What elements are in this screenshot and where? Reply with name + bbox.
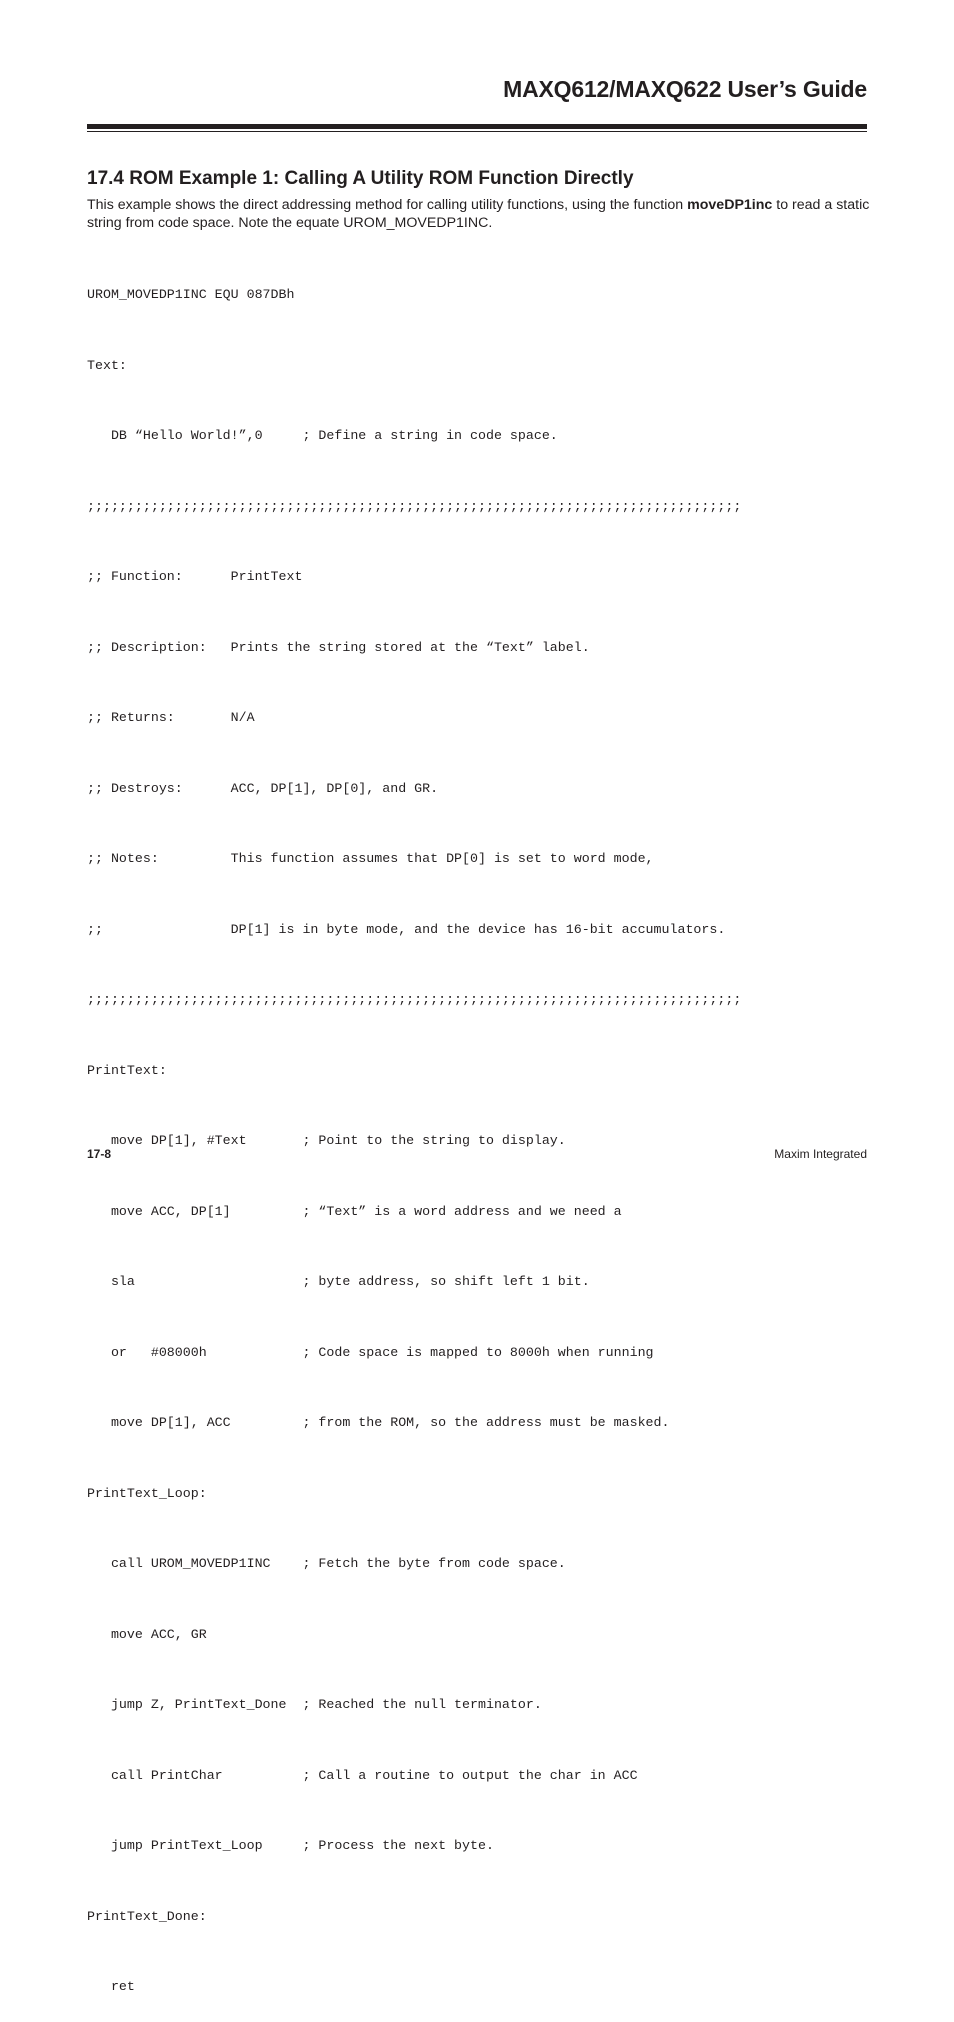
code-line: PrintText_Loop: — [87, 1485, 207, 1501]
code-line: call PrintChar ; Call a routine to output the char in ACC — [87, 1767, 638, 1783]
code-line: or #08000h ; Code space is mapped to 8000h when running — [87, 1344, 654, 1360]
code-line: ;;;;;;;;;;;;;;;;;;;;;;;;;;;;;;;;;;;;;;;;;;;;;;;;;;;;;;;;;;;;;;;;;;;;;;;;;;;;;;;;;; — [87, 498, 742, 514]
footer-page-number: 17-8 — [87, 1147, 112, 1161]
code-line: call UROM_MOVEDP1INC ; Fetch the byte from code space. — [87, 1556, 566, 1571]
section-heading: 17.4 ROM Example 1: Calling A Utility ROM Function Directly — [87, 168, 634, 189]
code-line: ret — [87, 1979, 135, 1994]
code-listing — [87, 236, 741, 2022]
intro-text-after: to read a static string from code space. Note the equate UROM_MOVEDP1INC. — [87, 197, 870, 231]
code-line: UROM_MOVEDP1INC EQU 087DBh — [87, 287, 295, 302]
document-title: MAXQ612/MAXQ622 User’s Guide — [503, 76, 867, 102]
intro-function-name: moveDP1inc — [687, 197, 773, 213]
code-line: move ACC, DP[1] ; “Text” is a word address and we need a — [87, 1203, 622, 1219]
code-line: ;; Notes: This function assumes that DP[0] is set to word mode, — [87, 851, 654, 866]
code-line: ;; Function: PrintText — [87, 569, 303, 584]
footer-company-name: Maxim Integrated — [774, 1147, 867, 1161]
code-line: ;; Returns: N/A — [87, 710, 255, 725]
intro-paragraph — [87, 196, 872, 232]
code-line: sla ; byte address, so shift left 1 bit. — [87, 1274, 590, 1289]
code-line: jump PrintText_Loop ; Process the next byte. — [87, 1838, 494, 1853]
code-line: Text: — [87, 357, 127, 373]
code-line: PrintText: — [87, 1062, 167, 1078]
code-line: move ACC, GR — [87, 1626, 207, 1642]
code-line: PrintText_Done: — [87, 1908, 207, 1924]
code-line: DB “Hello World!”,0 ; Define a string in code space. — [87, 428, 558, 443]
code-line: ;;;;;;;;;;;;;;;;;;;;;;;;;;;;;;;;;;;;;;;;;;;;;;;;;;;;;;;;;;;;;;;;;;;;;;;;;;;;;;;;;; — [87, 992, 742, 1007]
intro-text-before: This example shows the direct addressing method for calling utility functions, using the function — [87, 197, 688, 213]
code-line: jump Z, PrintText_Done ; Reached the null terminator. — [87, 1697, 542, 1712]
code-line: move DP[1], #Text ; Point to the string to display. — [87, 1133, 566, 1148]
code-line: ;; DP[1] is in byte mode, and the device has 16-bit accumulators. — [87, 921, 726, 937]
code-line: ;; Description: Prints the string stored at the “Text” label. — [87, 639, 590, 655]
code-line: ;; Destroys: ACC, DP[1], DP[0], and GR. — [87, 780, 439, 796]
header-rule-thin — [87, 131, 867, 132]
header-rule-thick — [87, 124, 867, 129]
code-line: move DP[1], ACC ; from the ROM, so the address must be masked. — [87, 1415, 670, 1430]
